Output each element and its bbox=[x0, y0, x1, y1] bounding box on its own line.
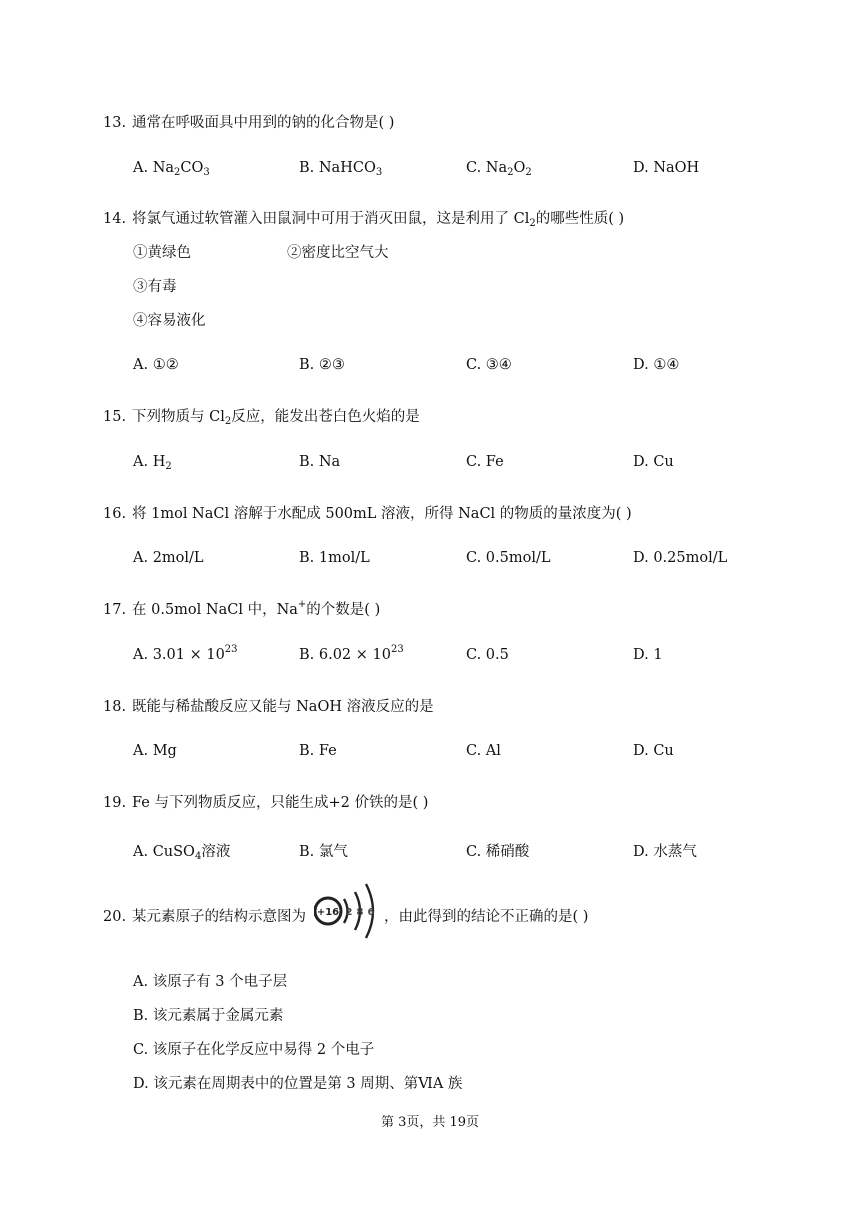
question-18 bbox=[103, 695, 434, 716]
atom-structure-diagram bbox=[314, 880, 384, 942]
question-20 bbox=[103, 905, 306, 926]
page-footer: 第 3页，共 19页 bbox=[380, 1115, 480, 1130]
option-a[interactable]: A. CuSO$_4$溶液 bbox=[133, 844, 231, 862]
question-number: 15. bbox=[103, 409, 127, 425]
question-number: 20. bbox=[103, 909, 127, 925]
option-d[interactable]: D. 该元素在周期表中的位置是第 3 周期、第ⅥA 族 bbox=[133, 1076, 463, 1092]
option-a[interactable]: A. Mg bbox=[133, 743, 177, 759]
question-stem-start: 某元素原子的结构示意图为 bbox=[132, 909, 306, 925]
property-item: ①黄绿色 bbox=[133, 245, 191, 261]
option-c[interactable]: C. 稀硝酸 bbox=[466, 844, 530, 860]
question-19 bbox=[103, 791, 428, 812]
option-a[interactable]: A. $Na_2CO_3$ bbox=[133, 160, 210, 178]
option-a[interactable]: A. $H_2$ bbox=[133, 454, 172, 472]
question-stem: Fe 与下列物质反应，只能生成+2 价铁的是( ) bbox=[132, 795, 429, 811]
question-stem: 下列物质与 $Cl_2$反应，能发出苍白色火焰的是 bbox=[132, 409, 420, 427]
option-c[interactable]: C. 该原子在化学反应中易得 2 个电子 bbox=[133, 1042, 375, 1058]
option-b[interactable]: B. 1mol/L bbox=[299, 550, 370, 566]
option-a[interactable]: A. 该原子有 3 个电子层 bbox=[133, 974, 288, 990]
option-a[interactable]: A. $3.01 \times 10^{23}$ bbox=[133, 644, 238, 663]
option-b[interactable]: B. ②③ bbox=[299, 357, 345, 373]
question-stem: 既能与稀盐酸反应又能与 NaOH 溶液反应的是 bbox=[132, 699, 434, 715]
option-c[interactable]: C. 0.5mol/L bbox=[466, 550, 551, 566]
option-c[interactable]: C. ③④ bbox=[466, 357, 512, 373]
options-row bbox=[133, 357, 773, 379]
question-stem: 通常在呼吸面具中用到的钠的化合物是( ) bbox=[132, 115, 395, 131]
option-b[interactable]: B. NaHCO$_3$ bbox=[299, 160, 383, 178]
option-b[interactable]: B. Fe bbox=[299, 743, 337, 759]
question-stem: 在 0.5mol NaCl 中，Na+的个数是( ) bbox=[132, 599, 381, 618]
option-b[interactable]: B. Na bbox=[299, 454, 341, 470]
option-c[interactable]: C. 0.5 bbox=[466, 647, 509, 663]
option-d[interactable]: D. 水蒸气 bbox=[633, 844, 697, 860]
question-16 bbox=[103, 502, 632, 523]
question-stem-end: ，由此得到的结论不正确的是( ) bbox=[384, 909, 589, 925]
property-item: ②密度比空气大 bbox=[287, 245, 389, 261]
options-row bbox=[133, 743, 773, 765]
question-15 bbox=[103, 405, 420, 426]
option-d[interactable]: D. Cu bbox=[633, 743, 674, 759]
option-b[interactable]: B. $6.02 \times 10^{23}$ bbox=[299, 644, 404, 663]
question-13 bbox=[103, 111, 394, 132]
option-d[interactable]: D. Cu bbox=[633, 454, 674, 470]
option-d[interactable]: D. ①④ bbox=[633, 357, 680, 373]
question-14 bbox=[103, 207, 624, 228]
question-number: 18. bbox=[103, 699, 127, 715]
option-d[interactable]: D. 0.25mol/L bbox=[633, 550, 728, 566]
option-c[interactable]: C. $Na_2O_2$ bbox=[466, 160, 532, 178]
option-c[interactable]: C. Al bbox=[466, 743, 501, 759]
option-b[interactable]: B. 该元素属于金属元素 bbox=[133, 1008, 284, 1024]
question-number: 13. bbox=[103, 115, 127, 131]
options-row bbox=[133, 550, 773, 572]
option-b[interactable]: B. 氯气 bbox=[299, 844, 348, 860]
property-item: ④容易液化 bbox=[133, 313, 206, 329]
options-row bbox=[133, 840, 773, 862]
question-number: 17. bbox=[103, 602, 127, 618]
option-d[interactable]: D. 1 bbox=[633, 647, 663, 663]
option-a[interactable]: A. 2mol/L bbox=[133, 550, 204, 566]
property-item: ③有毒 bbox=[133, 279, 177, 295]
options-row bbox=[133, 160, 773, 182]
shell-3-count: 6 bbox=[367, 907, 375, 918]
question-17 bbox=[103, 598, 380, 619]
question-stem: 将氯气通过软管灌入田鼠洞中可用于消灭田鼠，这是利用了 $Cl_2$的哪些性质( ) bbox=[132, 211, 625, 229]
shell-2-count: 8 bbox=[356, 907, 364, 918]
question-number: 14. bbox=[103, 211, 127, 227]
option-d[interactable]: D. NaOH bbox=[633, 160, 700, 176]
options-row bbox=[133, 644, 773, 669]
question-stem: 将 1mol NaCl 溶解于水配成 500mL 溶液，所得 NaCl 的物质的量浓度为( ) bbox=[132, 506, 632, 522]
option-a[interactable]: A. ①② bbox=[133, 357, 179, 373]
options-row bbox=[133, 454, 773, 476]
question-number: 19. bbox=[103, 795, 127, 811]
question-number: 16. bbox=[103, 506, 127, 522]
option-c[interactable]: C. Fe bbox=[466, 454, 504, 470]
nucleus-charge: +16 bbox=[316, 907, 340, 918]
shell-1-count: 2 bbox=[345, 907, 353, 918]
